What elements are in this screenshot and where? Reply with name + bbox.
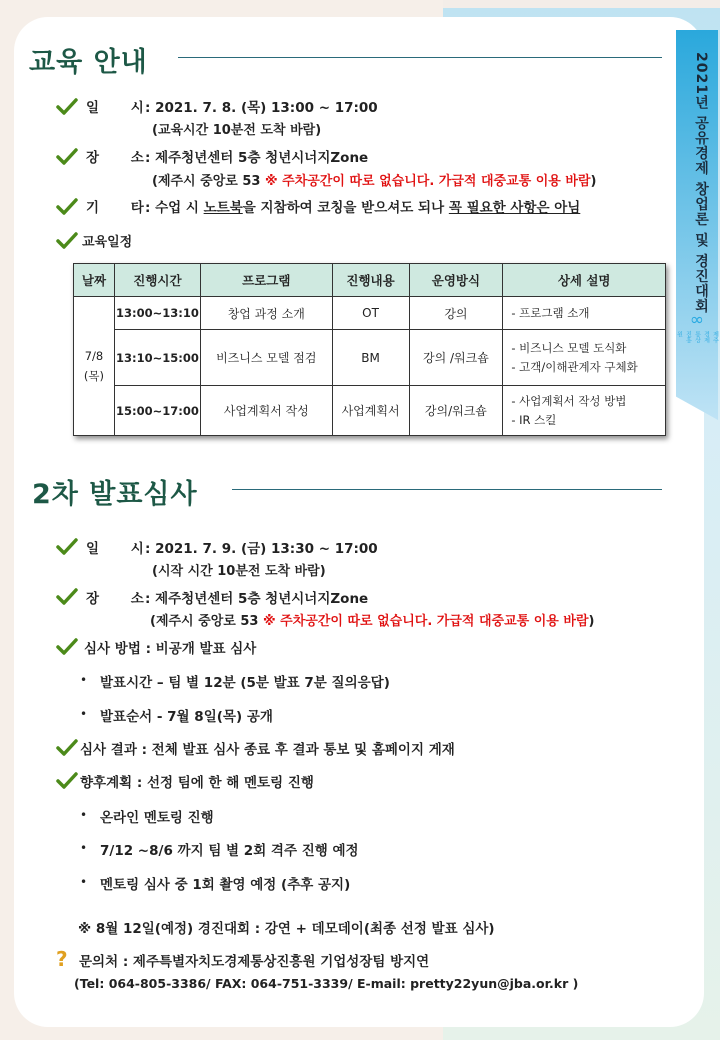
bullet-dot: • bbox=[80, 875, 88, 889]
s2-plan-item: 온라인 멘토링 진행 bbox=[100, 810, 214, 826]
infinity-logo-icon: ∞ bbox=[689, 310, 705, 330]
cell-time: 13:00~13:10 bbox=[114, 297, 200, 330]
th-date: 날짜 bbox=[74, 264, 115, 297]
s2-method-item: 발표순서 - 7월 8일(목) 공개 bbox=[100, 709, 273, 725]
section2-title: 2차 발표심사 bbox=[32, 479, 198, 510]
s2-date-value: : 2021. 7. 9. (금) 13:30 ~ 17:00 bbox=[145, 541, 378, 557]
date-text: 7/8 bbox=[84, 349, 104, 363]
cell-program: 사업계획서 작성 bbox=[200, 386, 332, 436]
schedule-table bbox=[73, 263, 666, 436]
check-icon bbox=[56, 538, 78, 556]
s2-plan-item: 멘토링 심사 중 1회 촬영 예정 (추후 공지) bbox=[100, 877, 351, 893]
check-icon bbox=[56, 739, 78, 757]
check-icon bbox=[56, 98, 78, 116]
side-logo-sub: 제주경제통상진흥원 bbox=[675, 331, 719, 343]
cell-method: 강의/워크숍 bbox=[409, 386, 503, 436]
bullet-dot: • bbox=[80, 808, 88, 822]
detail-line: - 사업계획서 작성 방법 bbox=[511, 393, 627, 408]
detail-line: - IR 스킬 bbox=[511, 412, 557, 427]
cell-program: 비즈니스 모델 점검 bbox=[200, 330, 332, 386]
bullet-dot: • bbox=[80, 707, 88, 721]
day-text: (목) bbox=[83, 369, 105, 383]
check-icon bbox=[56, 638, 78, 656]
cell-method: 강의 /워크숍 bbox=[409, 330, 503, 386]
cell-content: BM bbox=[332, 330, 409, 386]
cell-content: 사업계획서 bbox=[332, 386, 409, 436]
s2-contact-detail: (Tel: 064-805-3386/ FAX: 064-751-3339/ E-mail: pretty22yun@jba.or.kr ) bbox=[74, 976, 579, 991]
th-program: 프로그램 bbox=[200, 264, 332, 297]
etc-laptop: 노트북 bbox=[203, 200, 243, 216]
s2-place-close: ) bbox=[588, 614, 595, 629]
side-title: 2021년 공유경제 창업론 및 경진대회 bbox=[693, 52, 709, 314]
section1-divider bbox=[178, 57, 662, 58]
s2-contact: 문의처 : 제주특별자치도경제통상진흥원 기업성장팀 방지연 bbox=[79, 954, 430, 970]
etc-mid: 을 지참하여 코칭을 받으셔도 되나 bbox=[242, 200, 449, 216]
side-logo bbox=[675, 310, 719, 346]
s2-method-item: 발표시간 – 팀 별 12분 (5분 발표 7분 질의응답) bbox=[100, 675, 390, 691]
s1-etc-label: 기 타 bbox=[86, 200, 144, 216]
cell-content: OT bbox=[332, 297, 409, 330]
s2-result: 심사 결과 : 전체 발표 심사 종료 후 결과 통보 및 홈페이지 게재 bbox=[80, 742, 455, 758]
check-icon bbox=[56, 772, 78, 790]
detail-line: - 프로그램 소개 bbox=[511, 305, 590, 320]
s1-place-address bbox=[152, 170, 596, 189]
s2-parking-warning: ※ 주차공간이 따로 없습니다. 가급적 대중교통 이용 바람 bbox=[262, 614, 589, 629]
bullet-dot: • bbox=[80, 673, 88, 687]
cell-time: 15:00~17:00 bbox=[114, 386, 200, 436]
th-time: 진행시간 bbox=[114, 264, 200, 297]
etc-optional: 꼭 필요한 사항은 아님 bbox=[448, 200, 581, 216]
s1-etc-value bbox=[145, 196, 580, 216]
check-icon bbox=[56, 198, 78, 216]
check-icon bbox=[56, 232, 78, 250]
table-row bbox=[74, 297, 666, 330]
s1-date-value: : 2021. 7. 8. (목) 13:00 ~ 17:00 bbox=[145, 100, 378, 116]
th-method: 운영방식 bbox=[409, 264, 503, 297]
detail-line: - 비즈니스 모델 도식화 bbox=[511, 340, 627, 355]
s1-date-label: 일 시 bbox=[86, 100, 144, 116]
s2-place-value: : 제주청년센터 5층 청년시너지Zone bbox=[145, 591, 369, 607]
s1-place-value: : 제주청년센터 5층 청년시너지Zone bbox=[145, 150, 369, 166]
s2-date-note: (시작 시간 10분전 도착 바람) bbox=[152, 564, 326, 579]
cell-method: 강의 bbox=[409, 297, 503, 330]
s1-place-close: ) bbox=[590, 174, 597, 189]
cell-detail bbox=[503, 297, 666, 330]
s2-place-addr: (제주시 중앙로 53 bbox=[150, 614, 259, 629]
section1-title: 교육 안내 bbox=[29, 47, 148, 78]
table-row bbox=[74, 330, 666, 386]
s2-place-label: 장 소 bbox=[86, 591, 144, 607]
check-icon bbox=[56, 588, 78, 606]
etc-pre: : 수업 시 bbox=[145, 200, 204, 216]
table-header-row bbox=[74, 264, 666, 297]
th-detail: 상세 설명 bbox=[503, 264, 666, 297]
table-row bbox=[74, 386, 666, 436]
bullet-dot: • bbox=[80, 841, 88, 855]
s2-method: 심사 방법 : 비공개 발표 심사 bbox=[84, 641, 257, 657]
s2-place-address bbox=[150, 610, 594, 629]
s1-parking-warning: ※ 주차공간이 따로 없습니다. 가급적 대중교통 이용 바람 bbox=[264, 174, 591, 189]
th-content: 진행내용 bbox=[332, 264, 409, 297]
date-cell bbox=[74, 297, 115, 436]
s1-date-note: (교육시간 10분전 도착 바람) bbox=[152, 123, 322, 138]
s2-plan: 향후계획 : 선정 팀에 한 해 멘토링 진행 bbox=[80, 775, 314, 791]
s2-plan-item: 7/12 ~8/6 까지 팀 별 2회 격주 진행 예정 bbox=[100, 843, 359, 859]
cell-detail bbox=[503, 330, 666, 386]
detail-line: - 고객/이해관계자 구체화 bbox=[511, 359, 638, 374]
check-icon bbox=[56, 148, 78, 166]
section2-divider bbox=[232, 489, 662, 490]
s2-date-label: 일 시 bbox=[86, 541, 144, 557]
s1-place-label: 장 소 bbox=[86, 150, 144, 166]
cell-time: 13:10~15:00 bbox=[114, 330, 200, 386]
cell-program: 창업 과정 소개 bbox=[200, 297, 332, 330]
s1-schedule-label: 교육일정 bbox=[82, 235, 133, 250]
s2-final-note: ※ 8월 12일(예정) 경진대회 : 강연 + 데모데이(최종 선정 발표 심사) bbox=[78, 921, 495, 937]
s1-place-addr: (제주시 중앙로 53 bbox=[152, 174, 261, 189]
cell-detail bbox=[503, 386, 666, 436]
question-icon: ? bbox=[56, 947, 68, 971]
